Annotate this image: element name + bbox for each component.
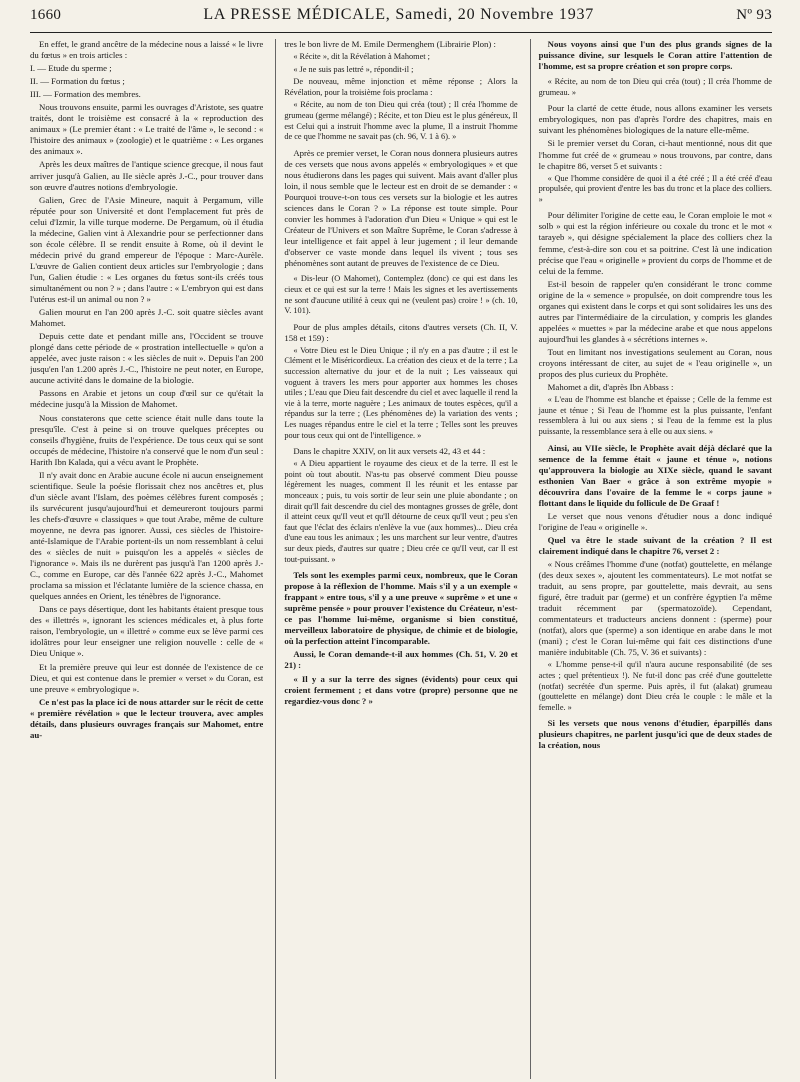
quote-paragraph: De nouveau, même injonction et même réponse ; Alors la Révélation, pour la troisième fois proclama :	[284, 77, 518, 97]
body-paragraph: tres le bon livre de M. Emile Dermenghem (Librairie Plon) :	[284, 39, 496, 49]
body-paragraph: III. — Formation des membres.	[30, 89, 141, 100]
body-paragraph: Le verset que nous venons d'étudier nous a donc indiqué l'origine de l'eau « originelle ».	[538, 510, 772, 532]
page-header	[30, 6, 772, 33]
body-paragraph: Nous voyons ainsi que l'un des plus grands signes de la puissance divine, sur lesquels le Coran attire l'attention de l'homme, est sa propre création et son propre corps.	[538, 39, 772, 72]
quote-paragraph: « L'homme pense-t-il qu'il n'aura aucune responsabilité (de ses actes ; quel prétentieux !). Ne fut-il donc pas créé d'une gouttelette (notfat) secrétée d'un sperme. Puis après, il fut (alakat) grumeau (gouttelette en mélange) dont Dieu créa le couple : le mâle et la femelle. »	[538, 660, 772, 712]
body-paragraph: Pour délimiter l'origine de cette eau, le Coran emploie le mot « solb » qui est la région inférieure ou coxale du tronc et le mot « tarayeb », qui désigne spécialement la place des colliers chez la femme, c'est-à-dire son cou et sa poitrine. C'est là une indication précise que l'eau « originelle » provient du corps de l'homme et de celui de la femme.	[538, 210, 772, 276]
body-paragraph: Si les versets que nous venons d'étudier, éparpillés dans plusieurs chapitres, ne parlent jusqu'ici que de deux stades de la création, nous	[538, 718, 772, 751]
body-paragraph: Mahomet a dit, d'après Ibn Abbass :	[547, 382, 674, 393]
body-paragraph: I. — Etude du sperme ;	[30, 63, 112, 74]
body-paragraph: Et la première preuve qui leur est donnée de l'existence de ce Dieu, et qui est contenue dans le premier « verset » du Coran, est une preuve « embryologique ».	[30, 661, 264, 694]
body-paragraph: Après ce premier verset, le Coran nous donnera plusieurs autres de ces versets que nous avons appelés « embryologiques » et que nous étudierons dans les pages qui suivent. Mais avant d'aller plus loin, il nous semble que le lecteur est en droit de se demander : « Pourquoi trouve-t-on tous ces versets sur la biologie et les autres sciences dans le Coran ? » La réponse est toute simple. Pour convier les hommes à l'adoration d'un Dieu « Unique » qui est le Créateur de l'Univers et son Maître Suprême, le Coran s'adresse à leur intelligence et fait appel à leur jugement ; il leur demande d'observer ce vaste monde dans lequel ils vivent ; tous ses phénomènes sont autant de preuves de l'existence de ce Dieu.	[284, 147, 518, 269]
body-paragraph: Dans ce pays désertique, dont les habitants étaient presque tous des « illettrés », ignorant les sciences médicales et, à plus forte raison, l'embryologie, un « illettré » comme eux se lève parmi ces idolâtres pour leur enseigner une religion nouvelle : celle de « Dieu Unique ».	[30, 604, 264, 659]
quote-paragraph: « Je ne suis pas lettré », répondit-il ;	[293, 64, 414, 74]
quote-paragraph: « Récite », dit la Révélation à Mahomet ;	[293, 52, 430, 62]
body-paragraph: Tels sont les exemples parmi ceux, nombreux, que le Coran propose à la réflexion de l'homme. Mais s'il y a un exemple « frappant » entre tous, s'il y a une preuve « suprême » et une « suprême pensée » pour prouver l'existence du Créateur, n'est-ce pas l'homme lui-même, organisme si bien constitué, merveilleux laboratoire de physique, de chimie et de biologie, où la perfection atteint l'incomparable.	[284, 570, 518, 647]
body-paragraph: Pour de plus amples détails, citons d'autres versets (Ch. II, V. 158 et 159) :	[284, 321, 518, 343]
quote-paragraph: « Dis-leur (O Mahomet), Contemplez (donc) ce qui est dans les cieux et ce qui est sur la terre ! Mais les signes et les avertissements ne sont d'aucune utilité à ceux qui ne (veulent pas) croire ! » (ch. 10, V. 101).	[284, 274, 518, 316]
body-paragraph: II. — Formation du fœtus ;	[30, 76, 125, 87]
page-number: 1660	[30, 7, 62, 23]
body-paragraph: Passons en Arabie et jetons un coup d'œil sur ce qu'était la médecine jusqu'à la Mission de Mahomet.	[30, 388, 264, 410]
body-paragraph: Est-il besoin de rappeler qu'en considérant le tronc comme origine de la « semence » propulsée, on doit comprendre tous les organes qui existent dans le corps et qui sont solidaires les uns des autres par l'intermédiaire de la circulation, y compris les glandes appelées « muettes » par la médecine arabe et que nous appelons aujourd'hui les glandes à « sécrétions internes ».	[538, 278, 772, 344]
body-paragraph: Nous constaterons que cette science était nulle dans toute la presqu'île. C'est à peine si on trouve quelques préceptes ou conseils d'hygiène, fruits de l'expérience. De tous ceux qui se sont occupés de médecine, l'histoire n'a conservé que le nom d'un seul : Harith Ibn Kalada, qui a vécu avant le Prophète.	[30, 412, 264, 467]
body-paragraph: Depuis cette date et pendant mille ans, l'Occident se trouve plongé dans cette période de « prostration intellectuelle » qu'on a appelée, avec juste raison : « les siècles de nuit ». Depuis l'an 200 jusqu'en l'an 1.200 après J.-C., l'histoire ne peut noter, en Europe, aucune activité dans le domaine de la biologie.	[30, 331, 264, 386]
body-paragraph: Si le premier verset du Coran, ci-haut mentionné, nous dit que l'homme fut créé de « grumeau » nous trouvons, par contre, dans le chapitre 86, verset 5 et suivants :	[538, 138, 772, 171]
body-paragraph: Quel va être le stade suivant de la création ? Il est clairement indiqué dans le chapitre 76, verset 2 :	[538, 534, 772, 556]
quote-paragraph: « L'eau de l'homme est blanche et épaisse ; Celle de la femme est jaune et ténue ; Si l'eau de l'homme est la plus puissante, l'enfant ressemblera à lui ou aux siens ; si l'eau de la femme est la plus puissante, la ressemblance sera à elle ou aux siens. »	[538, 395, 772, 436]
quote-paragraph: « Récite, au nom de ton Dieu qui créa (tout) ; Il créa l'homme de grumeau (germe mélangé) ; Récite, et ton Dieu est le plus généreux, Il est Celui qui a instruit l'homme avec la plume, Il a instruit l'homme de ce que l'homme ne savait pas (ch. 96, V. 1 à 6). »	[284, 100, 518, 142]
quote-paragraph: « A Dieu appartient le royaume des cieux et de la terre. Il est le point où tout aboutit. N'as-tu pas observé comment Dieu pousse légèrement les nuages, comment Il les réunit et les entasse par monceaux ; puis, tu vois sortir de leur sein une pluie abondante ; on dirait qu'Il fait descendre du ciel des montagnes grosses de grêle, dont il atteint ceux qu'Il veut et qu'Il détourne de ceux qu'Il veut ; peu s'en faut que l'éclat des éclairs n'enlève la vue (aux hommes)... Dieu créa d'une eau tous les animaux ; les uns marchent sur leur ventre, d'autres sur deux pieds, d'autres sur quatre ; Dieu crée ce qu'Il veut, car Il est tout-puissant. »	[284, 459, 518, 564]
column-right	[530, 39, 772, 1079]
body-paragraph: Galien mourut en l'an 200 après J.-C. soit quatre siècles avant Mahomet.	[30, 307, 264, 329]
body-paragraph: « Il y a sur la terre des signes (évidents) pour ceux qui croient fermement ; et dans votre (propre) personne que ne regardiez-vous donc ? »	[284, 673, 518, 706]
body-paragraph: Après les deux maîtres de l'antique science grecque, il nous faut arriver jusqu'à Galien, au IIe siècle après J.-C., pour trouver dans son œuvre d'autres notions d'embryologie.	[30, 159, 264, 192]
journal-title: LA PRESSE MÉDICALE, Samedi, 20 Novembre 1937	[203, 6, 595, 23]
issue-number: Nº 93	[736, 7, 772, 23]
column-middle	[275, 39, 517, 1079]
body-paragraph: Pour la clarté de cette étude, nous allons examiner les versets embryologiques, non pas d'après l'ordre des chapitres, mais en suivant les phénomènes biologiques de la nature elle-même.	[538, 103, 772, 136]
column-left	[30, 39, 263, 1079]
body-paragraph: « Nous créâmes l'homme d'une (notfat) gouttelette, en mélange (des deux sexes », ajoutent les commentateurs). Le mot notfat se traduit, au sens propre, par gouttelette, mais devrait, au sens figuré, être traduit par (germe) et un confrère égyptien l'a même traduit récemment par (spermatozoïde). Cependant, commentateurs et traducteurs anciens donnent : (sperme) pour (notfat), alors que (sperme) a son identique en arabe dans le mot (mani) ; c'est le Coran lui-même qui fait ces distinctions d'une manière indubitable (Ch. 75, V. 36 et suivants) :	[538, 558, 772, 658]
quote-paragraph: « Votre Dieu est le Dieu Unique ; il n'y en a pas d'autre ; il est le Clément et le Miséricordieux. La création des cieux et de la terre ; La succession alternative du jour et de la nuit ; Les vaisseaux qui voguent à travers les mers pour apporter aux hommes les choses utiles ; L'eau que Dieu fait descendre du ciel et avec laquelle il rend la vie à la terre, morte naguère ; Les animaux de toutes espèces, qu'il a répandus sur la terre ; (Les phénomènes de) la variation des vents ; Les nuages répandus entre le ciel et la terre ; Telles sont les preuves pour tous ceux qui ont de l'intelligence. »	[284, 345, 518, 440]
body-paragraph: En effet, le grand ancêtre de la médecine nous a laissé « le livre du fœtus » en trois articles :	[30, 39, 264, 61]
article-columns	[30, 39, 772, 1079]
body-paragraph: Dans le chapitre XXIV, on lit aux versets 42, 43 et 44 :	[293, 446, 486, 457]
body-paragraph: Tout en limitant nos investigations seulement au Coran, nous croyons intéressant de citer, au sujet de « l'eau originelle », un propos des plus curieux du Prophète.	[538, 346, 772, 380]
body-paragraph: Galien, Grec de l'Asie Mineure, naquit à Pergamum, ville réputée pour son Université et dont l'emplacement fut près de celui d'Izmir, la ville turque moderne. De Pergamum, où il étudia la médecine, Galien vint à Alexandrie pour se perfectionner dans son école célèbre. Il se rendit ensuite à Rome, où il devint le médecin privé du grand empereur de l'époque : Marc-Aurèle. L'œuvre de Galien contient deux articles sur l'embryologie ; dans l'un, Galien étudie : « Les organes du fœtus sont-ils créés tous simultanément ou non ? » ; dans l'autre : « L'embryon qui est dans l'utérus est-il un animal ou non ? »	[30, 194, 264, 305]
body-paragraph: Ce n'est pas la place ici de nous attarder sur le récit de cette « première révélation » que le lecteur trouvera, avec amples détails, dans plusieurs ouvrages français sur Mahomet, entre au-	[30, 696, 264, 740]
quote-paragraph: « Récite, au nom de ton Dieu qui créa (tout) ; Il créa l'homme de grumeau. »	[538, 77, 772, 97]
quote-paragraph: « Que l'homme considère de quoi il a été créé ; Il a été créé d'eau propulsée, qui provient d'entre les bas du tronc et la place des colliers. »	[538, 173, 772, 204]
body-paragraph: Il n'y avait donc en Arabie aucune école ni aucun enseignement scientifique. Seule la poésie florissait chez nos ancêtres et, plus d'un siècle avant l'Islam, des poèmes célèbres furent composés ; ils survécurent jusqu'aujourd'hui et demeureront toujours parmi les chefs-d'œuvre « classiques » que tout Arabe, même de culture moyenne, ne devra pas ignorer. Aussi, ces siècles de l'histoire-anté-Islamique de l'Arabie portent-ils un nom ressemblant à celui des « siècles de nuit » puisqu'on les a appelés « siècles de l'ignorance ». Mais ils ne durèrent pas jusqu'à l'an 1200 après J.-C., comme en Europe, car dès l'année 622 après J.-C., Mahomet proclama sa mission et l'éclatante lumière de la science chassa, en quelques années en Orient, les ténèbres de l'ignorance.	[30, 469, 264, 602]
body-paragraph: Aussi, le Coran demande-t-il aux hommes (Ch. 51, V. 20 et 21) :	[284, 649, 518, 671]
body-paragraph: Ainsi, au VIIe siècle, le Prophète avait déjà déclaré que la semence de la femme était « jaune et ténue », notions qu'approuvera la biologie au XIXe siècle, quand le savant esthonien Van Baer « grâce à son extrême myopie » découvrira dans l'ovaire de la femme le « corps jaune » flottant dans le liquide du follicule de De Graaf !	[538, 442, 772, 508]
body-paragraph: Nous trouvons ensuite, parmi les ouvrages d'Aristote, ses quatre traités, dont le troisième est consacré à la « reproduction des animaux » (Le premier étant : « Le traité de l'âme », le second : « l'histoire des animaux » (zoologie) et le quatrième : « Les organes des animaux ».	[30, 102, 264, 157]
